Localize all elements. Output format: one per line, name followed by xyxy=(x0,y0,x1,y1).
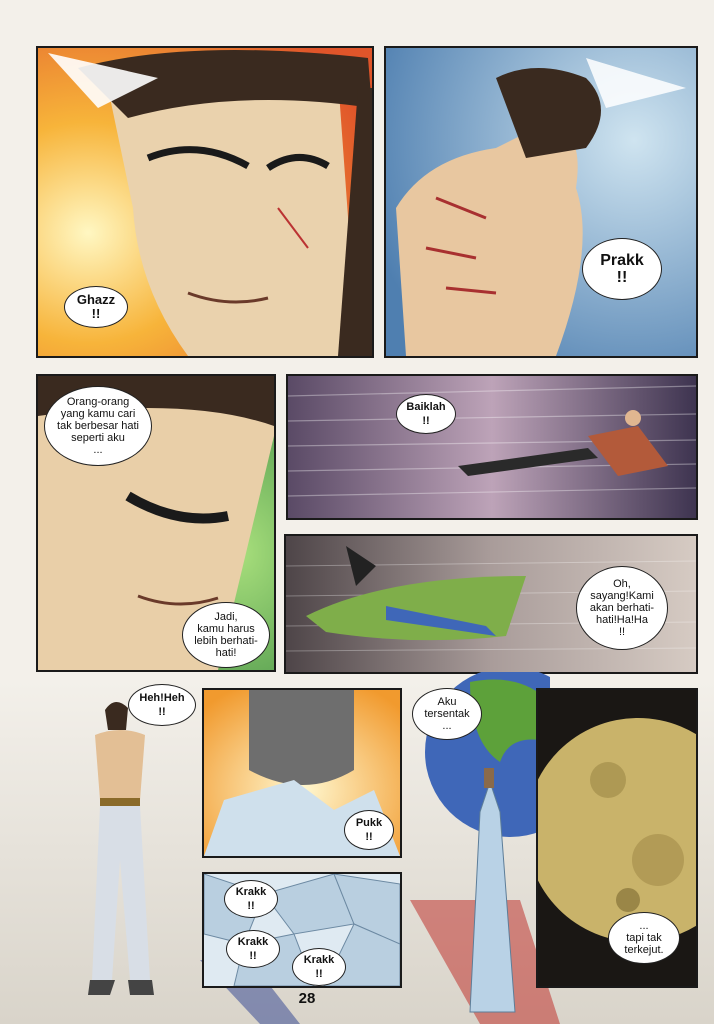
speech-bubble-pukk: Pukk !! xyxy=(344,810,394,850)
standing-fighter-art xyxy=(60,690,180,1010)
speech-bubble-aku-tersentak: Aku tersentak ... xyxy=(412,688,482,740)
panel-flying-kick xyxy=(286,374,698,520)
speech-bubble-krakk-2: Krakk !! xyxy=(226,930,280,968)
panel-moon xyxy=(536,688,698,988)
flying-kick-art xyxy=(288,376,696,518)
panel-closeup-calm xyxy=(36,374,276,672)
muscle-back-art xyxy=(386,48,696,356)
speech-bubble-oh-sayang: Oh, sayang!Kami akan berhati- hati!Ha!Ha !! xyxy=(576,566,668,650)
panel-green-coat-flying xyxy=(284,534,698,674)
panel-closeup-angry xyxy=(36,46,374,358)
speech-bubble-krakk-1: Krakk !! xyxy=(224,880,278,918)
speech-bubble-tapi-tak-terkejut: ... tapi tak terkejut. xyxy=(608,912,680,964)
speech-bubble-krakk-3: Krakk !! xyxy=(292,948,346,986)
speech-bubble-ghazz: Ghazz !! xyxy=(64,286,128,328)
speech-bubble-orang-orang: Orang-orang yang kamu cari tak berbesar hati seperti aku ... xyxy=(44,386,152,466)
panel-muscle-back xyxy=(384,46,698,358)
speech-bubble-prakk: Prakk !! xyxy=(582,238,662,300)
panel-fist-impact xyxy=(202,688,402,858)
speech-bubble-jadi: Jadi, kamu harus lebih berhati- hati! xyxy=(182,602,270,668)
page-number: 28 xyxy=(298,990,316,1007)
panel-shattered-ice xyxy=(202,872,402,988)
speech-bubble-heh-heh: Heh!Heh !! xyxy=(128,684,196,726)
speech-bubble-baiklah: Baiklah !! xyxy=(396,394,456,434)
